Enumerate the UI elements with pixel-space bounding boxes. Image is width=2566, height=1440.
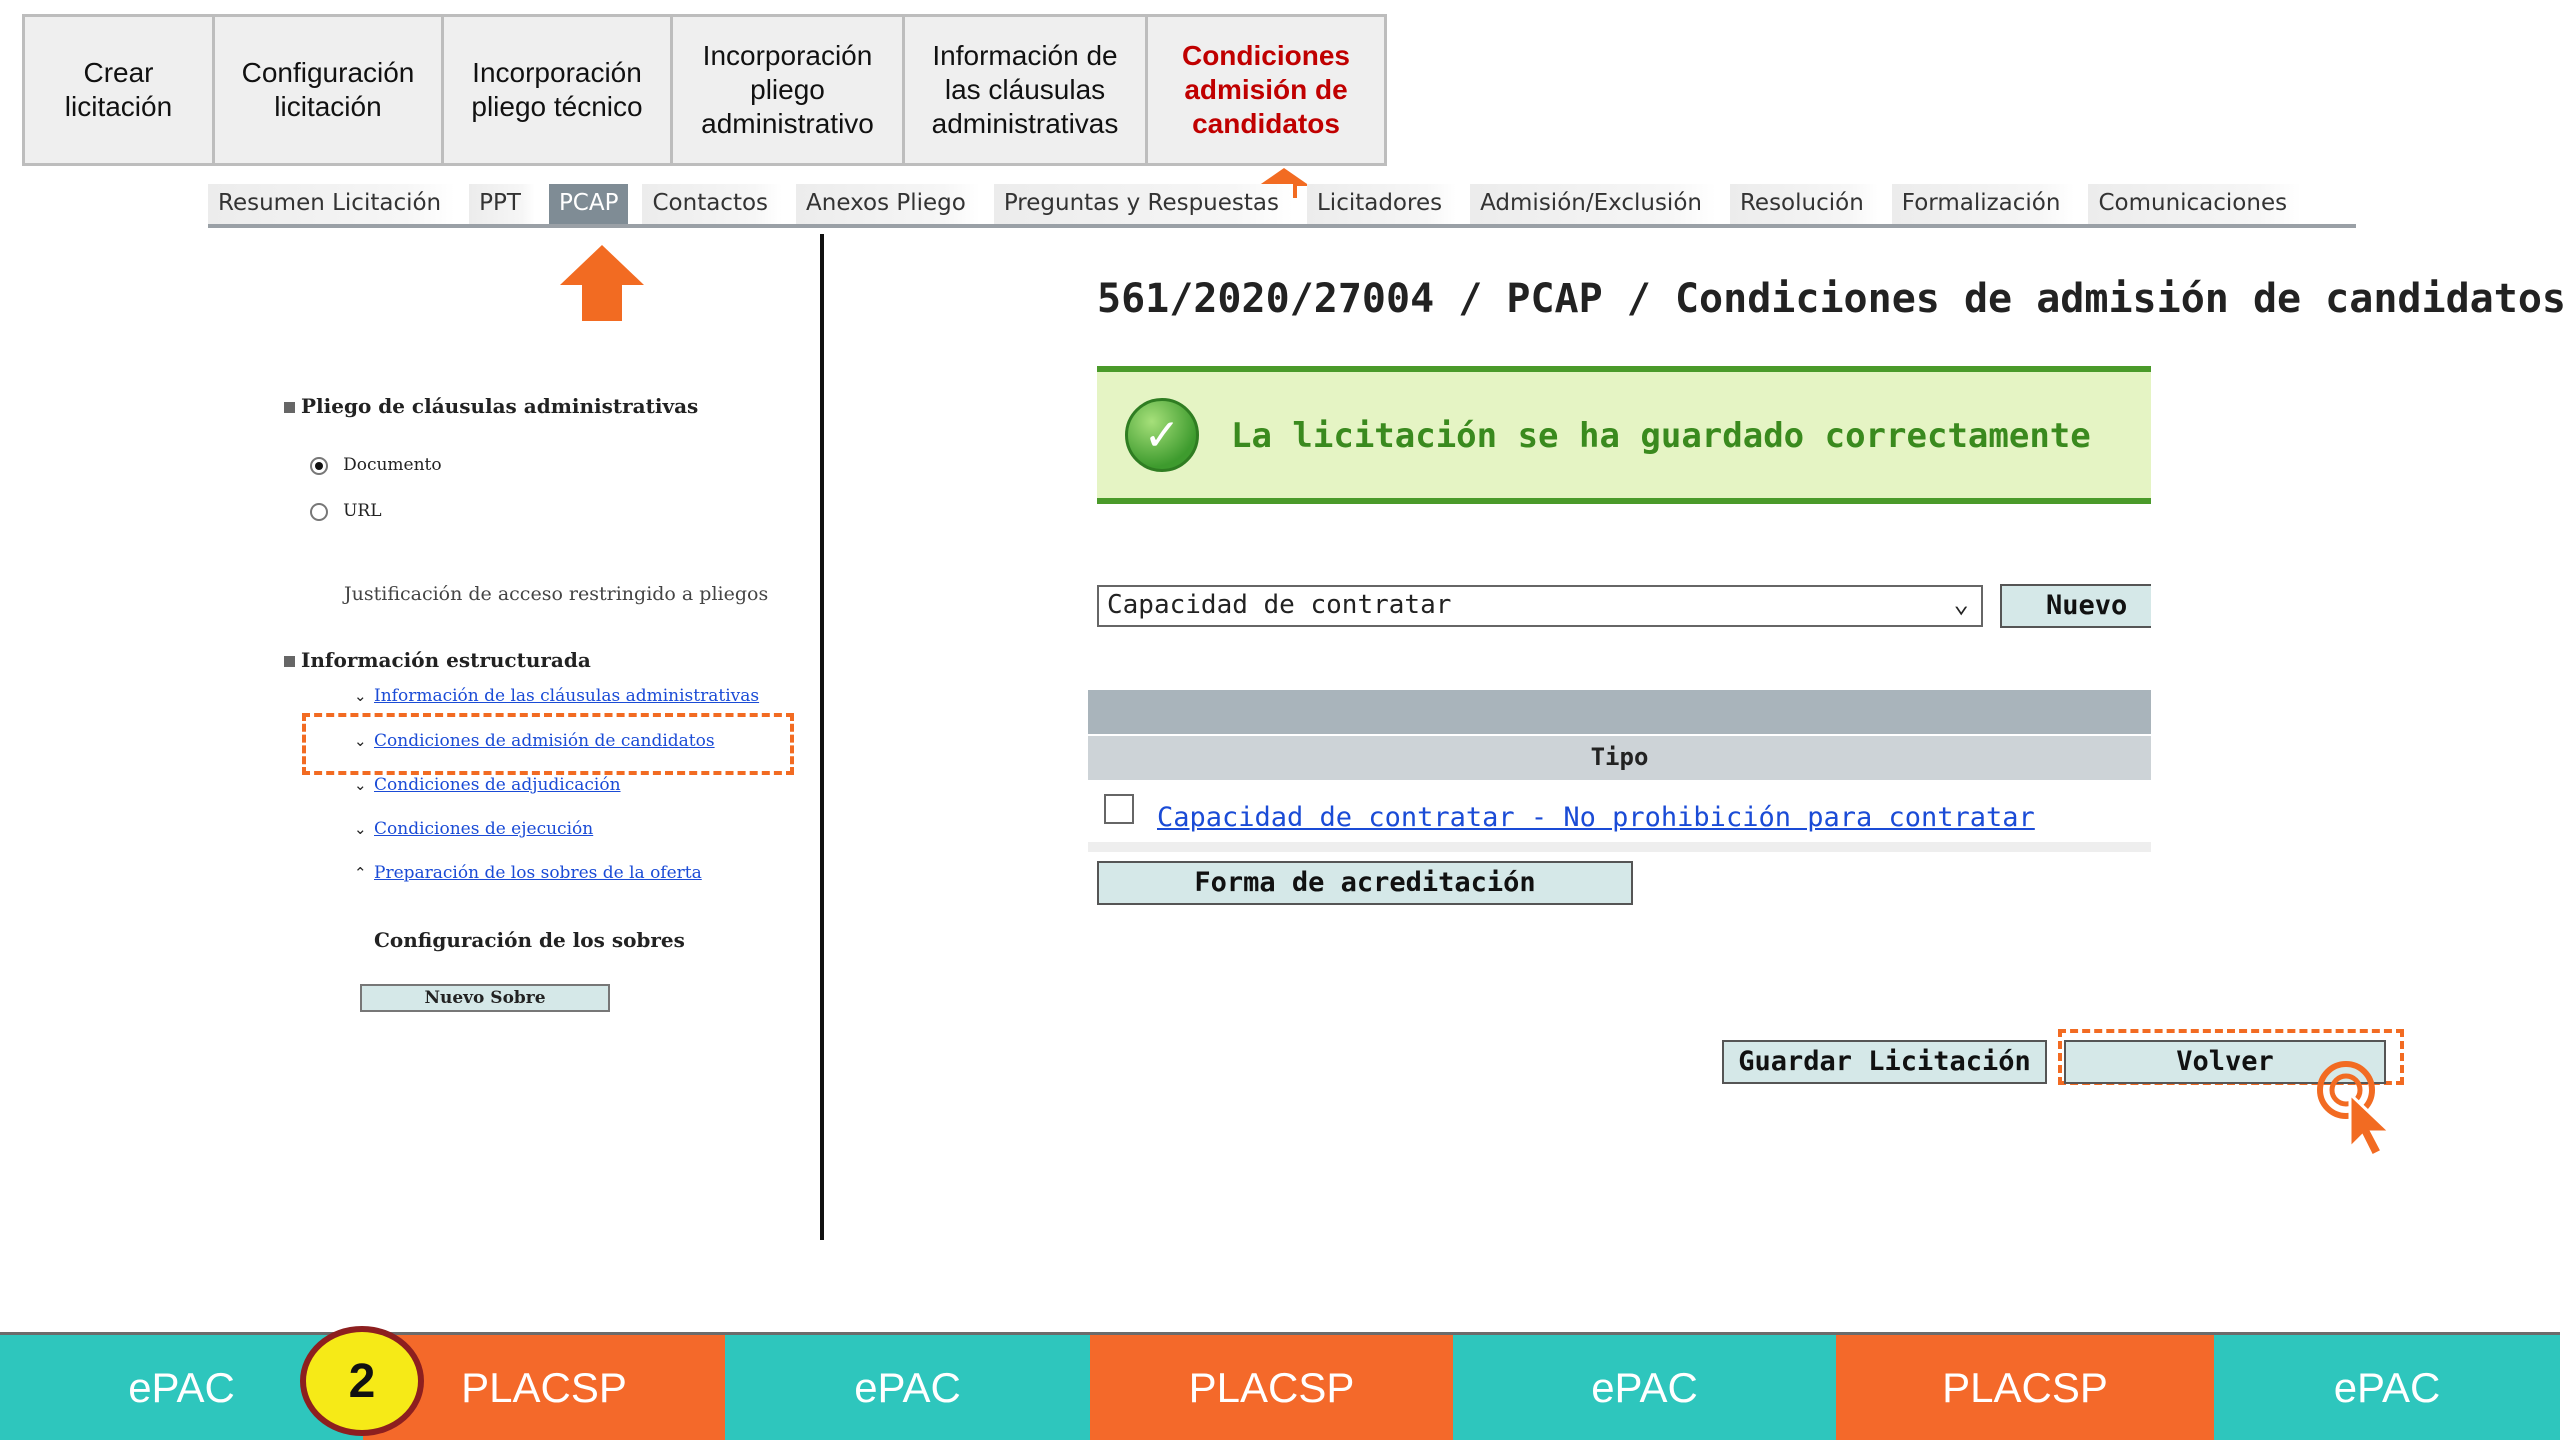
chevron-down-icon: ⌄ [354,687,367,705]
tab-pcap[interactable]: PCAP [549,184,629,224]
tab-admision-exclusion[interactable]: Admisión/Exclusión [1470,184,1716,224]
tab-licitadores[interactable]: Licitadores [1307,184,1456,224]
guardar-licitacion-button[interactable]: Guardar Licitación [1722,1040,2047,1084]
section-informacion-title: Información estructurada [284,648,591,672]
radio-url-label: URL [343,501,382,521]
table-header-tipo: Tipo [1088,734,2151,782]
tab-bar [208,186,2356,228]
nuevo-sobre-button[interactable]: Nuevo Sobre [360,984,610,1012]
step-configuracion-licitacion[interactable]: Configuración licitación [215,17,444,163]
step-pliego-tecnico[interactable]: Incorporación pliego técnico [444,17,673,163]
tab-contactos[interactable]: Contactos [642,184,782,224]
nav-link-adjudicacion[interactable]: ⌄ Condiciones de adjudicación [354,775,621,795]
tab-preguntas-respuestas[interactable]: Preguntas y Respuestas [994,184,1293,224]
nav-link-ejecucion[interactable]: ⌄ Condiciones de ejecución [354,819,594,839]
nav-link-clausulas[interactable]: ⌄ Información de las cláusulas administrativas [354,686,760,706]
radio-url-row[interactable] [310,501,382,521]
forma-acreditacion-button[interactable]: Forma de acreditación [1097,861,1633,905]
row-link-capacidad[interactable]: Capacidad de contratar - No prohibición para contratar [1157,802,2035,833]
tab-formalizacion[interactable]: Formalización [1892,184,2075,224]
chevron-down-icon: ⌄ [354,776,367,794]
tipo-select[interactable]: Capacidad de contratar ⌄ [1097,585,1983,627]
step-pliego-administrativo[interactable]: Incorporación pliego administrativo [673,17,905,163]
step-number-badge: 2 [300,1326,424,1436]
segment-epac-4: ePAC [2214,1335,2560,1440]
segment-epac-3: ePAC [1453,1335,1836,1440]
tab-resolucion[interactable]: Resolución [1730,184,1878,224]
check-icon: ✓ [1125,398,1199,472]
pcap-arrow-icon [560,245,644,321]
radio-documento-label: Documento [343,455,442,475]
row-checkbox[interactable] [1104,794,1134,824]
step-clausulas-administrativas[interactable]: Información de las cláusulas administrativas [905,17,1148,163]
panel-divider [820,234,824,1240]
step-crear-licitacion[interactable]: Crear licitación [25,17,215,163]
radio-documento[interactable] [310,457,328,475]
nuevo-button[interactable]: Nuevo [2000,584,2151,628]
tab-resumen-licitacion[interactable]: Resumen Licitación [208,184,455,224]
segment-placsp-3: PLACSP [1836,1335,2214,1440]
radio-documento-row[interactable] [310,455,442,475]
tab-anexos-pliego[interactable]: Anexos Pliego [796,184,980,224]
justificacion-label: Justificación de acceso restringido a pliegos [344,583,769,605]
tab-comunicaciones[interactable]: Comunicaciones [2088,184,2301,224]
segment-epac-2: ePAC [725,1335,1090,1440]
segment-placsp-2: PLACSP [1090,1335,1453,1440]
table-row [1088,780,2151,852]
segment-epac-1: ePAC [0,1335,363,1440]
success-banner [1097,366,2151,504]
chevron-up-icon: ⌃ [354,864,367,882]
table-header-bar [1088,690,2151,734]
volver-button[interactable]: Volver [2064,1040,2386,1084]
nav-link-admision[interactable]: ⌄ Condiciones de admisión de candidatos [354,731,715,751]
sobres-title: Configuración de los sobres [374,928,685,952]
click-cursor-icon [2310,1056,2400,1156]
success-message: La licitación se ha guardado correctamente [1231,416,2091,456]
radio-url[interactable] [310,503,328,521]
tab-ppt[interactable]: PPT [469,184,535,224]
chevron-down-icon: ⌄ [354,732,367,750]
page-title: 561/2020/27004 / PCAP / Condiciones de admisión de candidatos [1097,276,2566,322]
section-pliego-title: Pliego de cláusulas administrativas [284,394,698,418]
step-navigation [22,14,1387,166]
chevron-down-icon: ⌄ [354,820,367,838]
chevron-down-icon: ⌄ [1953,589,1969,619]
segment-placsp-1: PLACSP [363,1335,725,1440]
step-condiciones-admision[interactable]: Condiciones admisión de candidatos [1148,17,1384,163]
nav-link-sobres[interactable]: ⌃ Preparación de los sobres de la oferta [354,863,702,883]
